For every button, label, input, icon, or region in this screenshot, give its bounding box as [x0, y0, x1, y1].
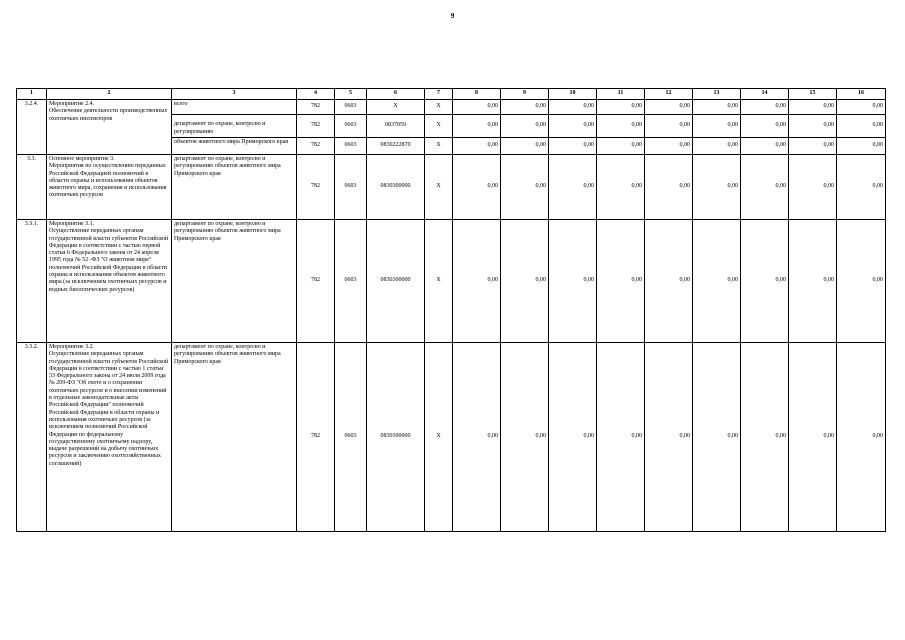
row-col5: 0603: [335, 343, 367, 532]
row-value: 0,00: [549, 220, 597, 343]
row-value: 0,00: [741, 155, 789, 220]
row-value: 0,00: [645, 100, 693, 115]
row-value: 0,00: [789, 115, 837, 138]
row-value: 0,00: [789, 100, 837, 115]
row-value: 0,00: [453, 343, 501, 532]
header-cell: 6: [367, 89, 425, 100]
row-value: 0,00: [693, 343, 741, 532]
row-col7: X: [425, 100, 453, 115]
row-value: 0,00: [549, 100, 597, 115]
row-value: 0,00: [549, 155, 597, 220]
row-col6: 0830300000: [367, 220, 425, 343]
table-row: [17, 100, 886, 115]
row-value: 0,00: [501, 100, 549, 115]
row-col4: 782: [297, 115, 335, 138]
row-code: 3.2.4.: [17, 100, 47, 155]
row-col4: 782: [297, 138, 335, 155]
row-name: Основное мероприятие 3. Мероприятия по осуществлению переданных Российской Федерацией полномочий в области охраны и использования объектов животного мира, сохранения и использования охотничьих ресурсов: [47, 155, 172, 220]
header-cell: 12: [645, 89, 693, 100]
row-responsible: объектов животного мира Приморского края: [172, 138, 297, 155]
table-row: [17, 343, 886, 532]
header-cell: 14: [741, 89, 789, 100]
header-cell: 3: [172, 89, 297, 100]
table-row: [17, 220, 886, 343]
row-value: 0,00: [693, 220, 741, 343]
row-col6: 0830300000: [367, 155, 425, 220]
row-value: 0,00: [597, 115, 645, 138]
row-responsible: департамент по охране, контролю и регулированию объектов животного мира Приморского края: [172, 155, 297, 220]
row-value: 0,00: [453, 115, 501, 138]
row-value: 0,00: [789, 343, 837, 532]
row-value: 0,00: [501, 343, 549, 532]
row-value: 0,00: [837, 115, 886, 138]
row-value: 0,00: [549, 343, 597, 532]
row-value: 0,00: [501, 220, 549, 343]
row-value: 0,00: [741, 343, 789, 532]
row-col4: 782: [297, 220, 335, 343]
row-code: 3.3.: [17, 155, 47, 220]
row-responsible: департамент по охране, контролю и регулированию: [172, 115, 297, 138]
row-col7: X: [425, 155, 453, 220]
row-value: 0,00: [837, 220, 886, 343]
row-col5: 0603: [335, 138, 367, 155]
row-value: 0,00: [597, 220, 645, 343]
row-value: 0,00: [837, 155, 886, 220]
budget-table: [16, 88, 886, 532]
row-value: 0,00: [837, 100, 886, 115]
row-col5: 0603: [335, 115, 367, 138]
row-col4: 782: [297, 100, 335, 115]
row-value: 0,00: [645, 138, 693, 155]
row-value: 0,00: [645, 220, 693, 343]
row-value: 0,00: [789, 138, 837, 155]
row-value: 0,00: [693, 100, 741, 115]
header-cell: 5: [335, 89, 367, 100]
row-col6: 0830222870: [367, 138, 425, 155]
row-responsible: всего: [172, 100, 297, 115]
row-value: 0,00: [789, 155, 837, 220]
row-value: 0,00: [501, 115, 549, 138]
row-col6: X: [367, 100, 425, 115]
header-cell: 2: [47, 89, 172, 100]
header-row: [17, 89, 886, 100]
row-value: 0,00: [453, 155, 501, 220]
row-col7: X: [425, 115, 453, 138]
row-col6: 0830300000: [367, 343, 425, 532]
row-value: 0,00: [501, 138, 549, 155]
row-value: 0,00: [741, 100, 789, 115]
row-col5: 0603: [335, 155, 367, 220]
header-cell: 7: [425, 89, 453, 100]
row-value: 0,00: [549, 138, 597, 155]
row-col5: 0603: [335, 100, 367, 115]
header-cell: 10: [549, 89, 597, 100]
row-value: 0,00: [741, 115, 789, 138]
row-value: 0,00: [837, 138, 886, 155]
header-cell: 4: [297, 89, 335, 100]
header-cell: 8: [453, 89, 501, 100]
row-value: 0,00: [693, 138, 741, 155]
header-cell: 9: [501, 89, 549, 100]
row-col7: X: [425, 220, 453, 343]
row-value: 0,00: [453, 100, 501, 115]
table-row: [17, 155, 886, 220]
page-number: 9: [450, 12, 455, 20]
row-value: 0,00: [693, 115, 741, 138]
row-value: 0,00: [645, 343, 693, 532]
row-value: 0,00: [597, 138, 645, 155]
row-name: Мероприятие 3.1. Осуществление переданных органам государственной власти субъектов Российской Федерации в соответствии с частью первой статьи 6 Федерального закона от 24 апреля 1995 года № 52 -ФЗ "О животном мире" полномочий Российской Федерации в области охраны и использования объектов животного мира (за исключением охотничьих ресурсов и водных биологических ресурсов): [47, 220, 172, 343]
row-value: 0,00: [597, 155, 645, 220]
row-value: 0,00: [645, 115, 693, 138]
row-code: 3.3.2.: [17, 343, 47, 532]
row-value: 0,00: [693, 155, 741, 220]
row-value: 0,00: [789, 220, 837, 343]
row-value: 0,00: [453, 138, 501, 155]
row-responsible: департамент по охране, контролю и регулированию объектов животного мира Приморского края: [172, 220, 297, 343]
row-col6: 0837059: [367, 115, 425, 138]
header-cell: 11: [597, 89, 645, 100]
row-col4: 782: [297, 343, 335, 532]
row-value: 0,00: [741, 220, 789, 343]
row-code: 3.3.1.: [17, 220, 47, 343]
row-value: 0,00: [501, 155, 549, 220]
row-col4: 782: [297, 155, 335, 220]
header-cell: 16: [837, 89, 886, 100]
row-col7: X: [425, 138, 453, 155]
row-col7: X: [425, 343, 453, 532]
row-col5: 0603: [335, 220, 367, 343]
row-name: Мероприятие 2.4. Обеспечение деятельности производственных охотничьих инспекторов: [47, 100, 172, 155]
row-name: Мероприятие 3.2. Осуществление переданных органам государственной власти субъектов Российской Федерации в соответствии с частью 1 статьи 33 Федерального закона от 24 июля 2009 года № 209-ФЗ "Об охоте и о сохранении охотничьих ресурсов и о внесении изменений в отдельные законодательные акты Российской Федерации" полномочий Российской Федерации в области охраны и использования охотничьих ресурсов (за исключением полномочий Российской Федерации по федеральному государственному охотничьему надзору, выдаче разрешений на добычу охотничьих ресурсов и заключению охотхозяйственных соглашений): [47, 343, 172, 532]
row-value: 0,00: [549, 115, 597, 138]
row-value: 0,00: [453, 220, 501, 343]
row-value: 0,00: [741, 138, 789, 155]
header-cell: 13: [693, 89, 741, 100]
header-cell: 1: [17, 89, 47, 100]
row-value: 0,00: [597, 100, 645, 115]
header-cell: 15: [789, 89, 837, 100]
row-value: 0,00: [837, 343, 886, 532]
row-value: 0,00: [597, 343, 645, 532]
row-value: 0,00: [645, 155, 693, 220]
row-responsible: департамент по охране, контролю и регулированию объектов животного мира Приморского края: [172, 343, 297, 532]
